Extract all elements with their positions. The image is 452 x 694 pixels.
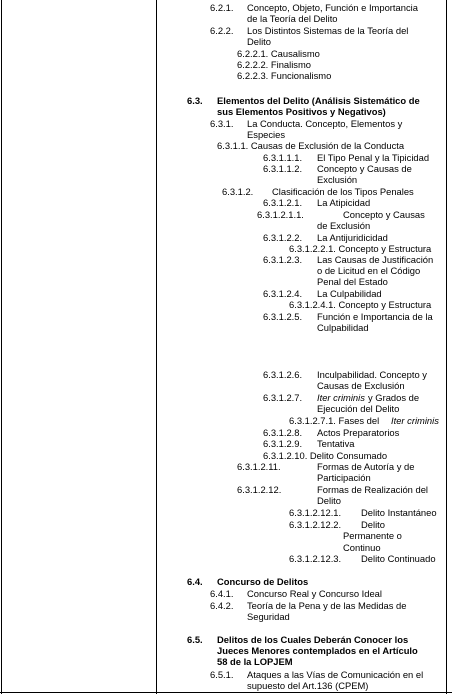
outline-text-line: Concepto y Causas de [317,163,412,174]
outline-text-line: Clasificación de los Tipos Penales [272,186,414,197]
outline-text-line: 6.3.1.2.7. [263,392,303,403]
outline-text-line: Concurso de Delitos [217,576,309,587]
outline-text-line: 6.3.1.2.12.2. [289,519,342,530]
outline-text-line: Culpabilidad [317,322,369,333]
outline-text-line: 6.3. [187,95,203,106]
outline-text-line: 6.5. [187,634,203,645]
outline-text-line: 6.3.1.2.1. [263,197,303,208]
outline-text-line: Iter criminis [391,415,439,426]
outline-text-line: 6.2.2.3. Funcionalismo [237,70,332,81]
outline-text-line: 6.3.1. [210,118,234,129]
table-column-divider [156,0,157,694]
outline-text-line: Iter criminis [317,392,365,403]
outline-text-line: Los Distintos Sistemas de la Teoría del [247,25,409,36]
table-right-border [446,0,447,694]
outline-text-line: 6.2.2. [210,25,234,36]
outline-text-line: Delitos de los Cuales Deberán Conocer los [217,634,409,645]
outline-text-line: Inculpabilidad. Concepto y [317,369,427,380]
outline-text-line: El Tipo Penal y la Tipicidad [317,152,430,163]
outline-text-line: Ataques a las Vías de Comunicación en el [247,669,424,680]
outline-text-line: 6.3.1.2.12. [237,484,282,495]
outline-text-line: 6.3.1.2.5. [263,311,303,322]
outline-text-line: 6.3.1.2. [222,186,254,197]
outline-text-line: de la Teoría del Delito [247,13,338,24]
outline-text-line: 6.4.2. [210,600,234,611]
outline-text-line: Concurso Real y Concurso Ideal [247,588,382,599]
outline-text-line: Seguridad [247,611,290,622]
outline-text-line: 6.3.1.1.1. [263,152,303,163]
outline-text-line: 6.3.1.2.8. [263,427,303,438]
outline-text-line: 6.5.1. [210,669,234,680]
outline-text-line: 6.3.1.2.2.1. Concepto y Estructura [289,243,432,254]
outline-text-line: Actos Preparatorios [317,427,400,438]
outline-text-line: Teoría de la Pena y de las Medidas de [247,600,407,611]
outline-text-line: Jueces Menores contemplados en el Artículo [217,645,418,656]
outline-text-line: Delito Instantáneo [361,507,437,518]
outline-text-line: 6.3.1.2.4. [263,288,303,299]
outline-text-line: 6.3.1.2.1.1. [257,209,304,220]
outline-text-line: Continuo [343,542,381,553]
outline-text-line: Delito Continuado [361,553,436,564]
outline-text-line: 6.3.1.2.10. Delito Consumado [263,450,388,461]
outline-text-line: Elementos del Delito (Análisis Sistemático de [217,95,420,106]
outline-text-line: 6.4. [187,576,203,587]
outline-text-line: 6.3.1.2.9. [263,438,303,449]
outline-text-line: Formas de Autoría y de [317,461,415,472]
outline-text-line: 6.3.1.2.6. [263,369,303,380]
outline-text-line: 6.3.1.2.12.3. [289,553,342,564]
outline-text-line: o de Licitud en el Código [317,265,421,276]
outline-text-line: Permanente o [343,530,402,541]
outline-text-line: Participación [317,472,371,483]
outline-text-line: 6.3.1.2.4.1. Concepto y Estructura [289,299,432,310]
outline-text-line: Tentativa [317,438,355,449]
outline-text-line: Exclusión [317,174,358,185]
outline-text-line: 6.3.1.2.3. [263,254,303,265]
outline-text-line: Especies [247,129,286,140]
outline-text-line: 58 de la LOPJEM [217,656,293,667]
outline-text-line: Delito [247,36,271,47]
outline-text-line: 6.3.1.1. Causas de Exclusión de la Conducta [217,140,405,151]
outline-text-line: y Grados de [368,392,420,403]
outline-text-line: 6.2.2.1. Causalismo [237,48,320,59]
outline-text-line: Concepto y Causas [343,209,425,220]
outline-text-line: Concepto, Objeto, Función e Importancia [247,2,418,13]
outline-text-line: Delito [317,495,341,506]
outline-text-line: sus Elementos Positivos y Negativos) [217,106,386,117]
outline-text-line: 6.3.1.2.7.1. Fases del [289,415,380,426]
outline-text-line: Ejecución del Delito [317,403,400,414]
outline-text-line: 6.4.1. [210,588,234,599]
outline-text-line: de Exclusión [317,220,371,231]
outline-text-line: 6.3.1.2.2. [263,232,303,243]
outline-text-line: Delito [361,519,385,530]
outline-text-line: Causas de Exclusión [317,380,405,391]
outline-text-line: 6.3.1.1.2. [263,163,303,174]
outline-text-line: 6.2.1. [210,2,234,13]
table-left-border [1,0,2,694]
outline-text-line: Formas de Realización del [317,484,428,495]
outline-text-line: 6.3.1.2.12.1. [289,507,342,518]
outline-text-line: 6.3.1.2.11. [237,461,281,472]
outline-text-line: La Culpabilidad [317,288,382,299]
outline-text-line: supuesto del Art.136 (CPEM) [247,680,369,691]
outline-text-line: La Atipicidad [317,197,371,208]
outline-text-line: La Conducta. Concepto, Elementos y [247,118,403,129]
outline-text-line: La Antijuridicidad [317,232,388,243]
outline-text-line: Penal del Estado [317,276,388,287]
outline-text-line: 6.2.2.2. Finalismo [237,59,311,70]
table-bottom-border [0,692,452,693]
outline-text-line: Función e Importancia de la [317,311,433,322]
outline-text-line: Las Causas de Justificación [317,254,434,265]
